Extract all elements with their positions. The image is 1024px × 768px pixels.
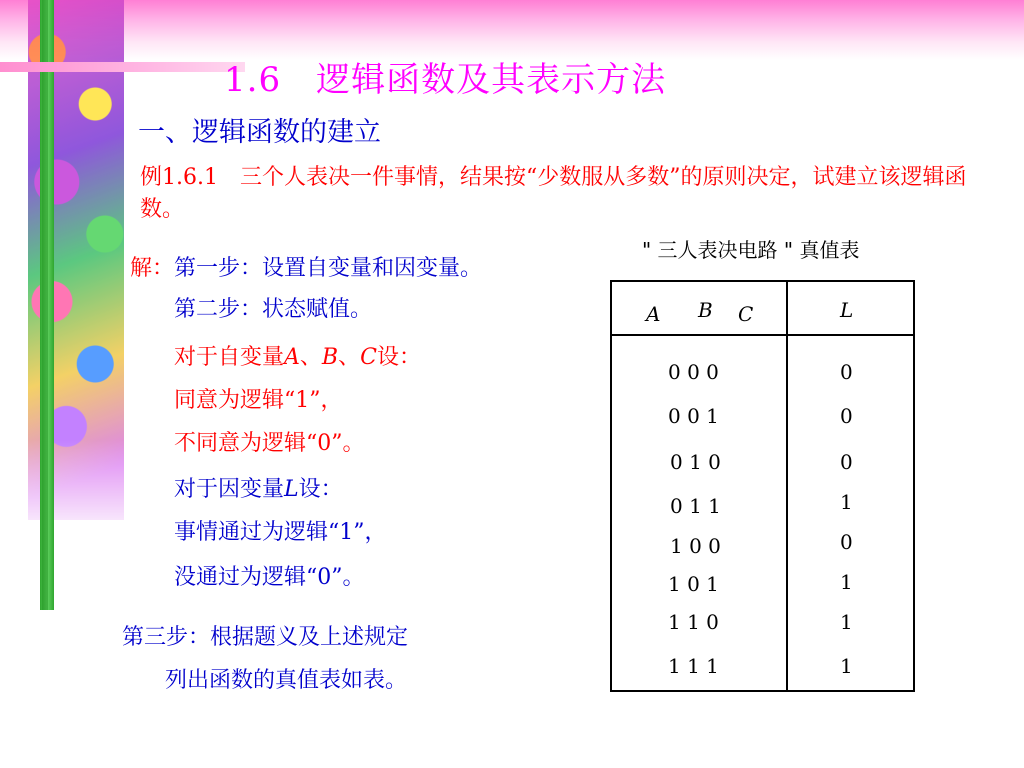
table-divider-vertical — [786, 282, 788, 690]
sep1: 、 — [299, 345, 322, 370]
row-abc: 1 1 1 — [668, 654, 719, 678]
var-c: C — [360, 345, 377, 370]
dependent-var-line — [174, 472, 343, 503]
header-b: B — [698, 298, 713, 322]
sep2: 、 — [338, 345, 361, 370]
row-abc: 1 0 0 — [670, 534, 721, 558]
section-subtitle: 一、逻辑函数的建立 — [138, 117, 381, 148]
indep-post: 设： — [376, 345, 421, 370]
row-abc: 0 1 1 — [670, 494, 721, 518]
agree-line: 同意为逻辑“1”， — [174, 388, 343, 413]
independent-vars-line — [174, 340, 421, 371]
row-abc: 0 1 0 — [670, 450, 721, 474]
solution-step1-line — [130, 251, 482, 282]
top-gradient-band — [0, 0, 1024, 60]
row-l: 0 — [840, 450, 853, 474]
vertical-accent-bar-shade — [42, 0, 48, 610]
var-a: A — [284, 345, 300, 370]
truth-table-caption: " 三人表决电路 " 真值表 — [642, 238, 860, 262]
step3-line1: 第三步：根据题义及上述规定 — [122, 625, 409, 650]
dep-pre: 对于因变量 — [174, 477, 285, 502]
passed-line: 事情通过为逻辑“1”， — [174, 520, 387, 545]
row-abc: 0 0 1 — [668, 404, 719, 428]
row-l: 0 — [840, 360, 853, 384]
example-statement: 例1.6.1 三个人表决一件事情，结果按“少数服从多数”的原则决定，试建立该逻辑函数。 — [140, 165, 967, 222]
header-a: A — [646, 302, 661, 326]
row-l: 1 — [840, 610, 853, 634]
row-abc: 1 1 0 — [668, 610, 719, 634]
var-l: L — [284, 477, 299, 502]
row-l: 0 — [840, 404, 853, 428]
horizontal-accent-bar — [0, 62, 245, 72]
step3-line2: 列出函数的真值表如表。 — [165, 668, 408, 693]
dep-post: 设： — [298, 477, 343, 502]
table-divider-horizontal — [612, 334, 913, 336]
row-l: 1 — [840, 654, 853, 678]
row-l: 1 — [840, 570, 853, 594]
indep-pre: 对于自变量 — [174, 345, 285, 370]
step1-text: 第一步：设置自变量和因变量。 — [174, 256, 483, 281]
row-l: 0 — [840, 530, 853, 554]
row-l: 1 — [840, 490, 853, 514]
disagree-line: 不同意为逻辑“0”。 — [174, 431, 365, 456]
header-c: C — [738, 302, 754, 326]
slide-title: 1.6 逻辑函数及其表示方法 — [224, 60, 667, 100]
step2-text: 第二步：状态赋值。 — [174, 297, 373, 322]
row-abc: 0 0 0 — [668, 360, 719, 384]
truth-table — [610, 280, 915, 692]
not-passed-line: 没通过为逻辑“0”。 — [174, 565, 365, 590]
header-l: L — [840, 298, 854, 322]
row-abc: 1 0 1 — [668, 572, 719, 596]
var-b: B — [321, 345, 339, 370]
solution-label: 解： — [130, 256, 175, 281]
